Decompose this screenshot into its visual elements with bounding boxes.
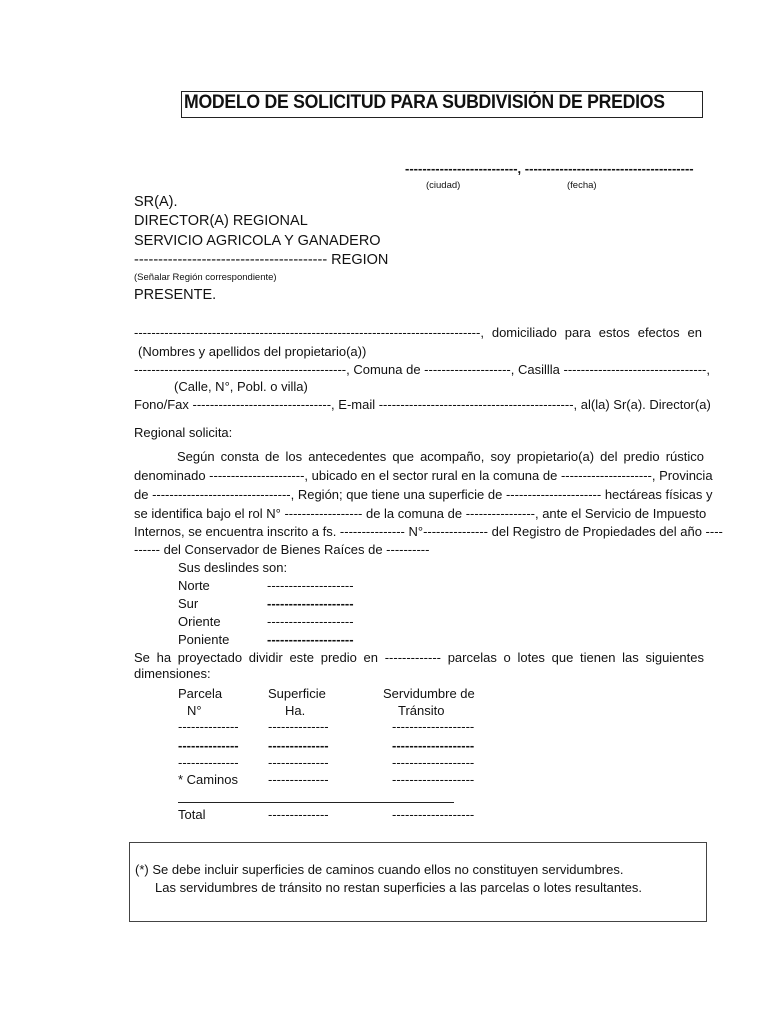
table-row-3-parcel: -------------- xyxy=(178,755,239,770)
boundary-value-south: -------------------- xyxy=(267,596,354,611)
paragraph-line-4: se identifica bajo el rol N° ------------------ de la comuna de ----------------, ante el Servicio de Impuesto xyxy=(134,506,707,521)
table-row-roads-label: * Caminos xyxy=(178,772,238,787)
table-row-1-surface: -------------- xyxy=(268,719,329,734)
addressee-line-1: SR(A). xyxy=(134,194,178,210)
addressee-present: PRESENTE. xyxy=(134,287,217,303)
applicant-contact-row: Fono/Fax --------------------------------, E-mail ---------------------------------------------, al(la) Sr(a). Director(a) xyxy=(134,397,711,412)
footnote-line-2: Las servidumbres de tránsito no restan superficies a las parcelas o lotes resultantes. xyxy=(155,880,643,895)
table-row-3-easement: ------------------- xyxy=(392,755,475,770)
col-header-easement: Servidumbre de xyxy=(383,686,475,701)
date-line: --------------------------, --------------------------------------- xyxy=(405,161,694,176)
table-row-roads-easement: ------------------- xyxy=(392,772,475,787)
table-row-3-surface: -------------- xyxy=(268,755,329,770)
footnote-line-1: (*) Se debe incluir superficies de caminos cuando ellos no constituyen servidumbres. xyxy=(135,862,624,877)
address-note: (Calle, N°, Pobl. o villa) xyxy=(174,379,308,394)
project-line-2: dimensiones: xyxy=(134,666,211,681)
boundary-label-east: Oriente xyxy=(178,614,221,629)
table-row-1-easement: ------------------- xyxy=(392,719,475,734)
boundary-value-east: -------------------- xyxy=(267,614,354,629)
table-row-2-surface: -------------- xyxy=(268,738,329,753)
boundary-label-south: Sur xyxy=(178,596,199,611)
col-header-parcel: Parcela xyxy=(178,686,223,701)
col-header-parcel-number: N° xyxy=(187,703,202,718)
addressee-region-line: ---------------------------------------- REGION xyxy=(134,252,389,268)
table-total-easement: ------------------- xyxy=(392,807,475,822)
applicant-name-row: --------------------------------------------------------------------------------, domiciliado para estos efectos en xyxy=(134,325,702,340)
addressee-line-2: DIRECTOR(A) REGIONAL xyxy=(134,213,308,229)
table-total-label: Total xyxy=(178,807,206,822)
boundary-value-west: -------------------- xyxy=(267,632,354,647)
project-line-1: Se ha proyectado dividir este predio en ------------- parcelas o lotes que tienen las siguientes xyxy=(134,650,704,665)
paragraph-line-6: ------ del Conservador de Bienes Raíces de ---------- xyxy=(134,542,430,557)
boundary-label-west: Poniente xyxy=(178,632,230,647)
region-note: (Señalar Región correspondiente) xyxy=(134,272,277,283)
boundary-value-north: -------------------- xyxy=(267,578,354,593)
names-note: (Nombres y apellidos del propietario(a)) xyxy=(138,344,367,359)
total-rule xyxy=(178,802,454,803)
request-intro: Regional solicita: xyxy=(134,425,233,440)
paragraph-line-3: de --------------------------------, Región; que tiene una superficie de ---------------------- hectáreas físicas y xyxy=(134,487,713,502)
addressee-line-3: SERVICIO AGRICOLA Y GANADERO xyxy=(134,233,381,249)
paragraph-line-2: denominado ----------------------, ubicado en el sector rural en la comuna de ---------------------, Provincia xyxy=(134,468,713,483)
table-total-surface: -------------- xyxy=(268,807,329,822)
col-header-easement-transit: Tránsito xyxy=(398,703,445,718)
boundary-label-north: Norte xyxy=(178,578,210,593)
date-label: (fecha) xyxy=(567,180,597,191)
col-header-surface-unit: Ha. xyxy=(285,703,306,718)
document-title: MODELO DE SOLICITUD PARA SUBDIVISIÓN DE PREDIOS xyxy=(184,92,665,113)
paragraph-line-5: Internos, se encuentra inscrito a fs. --------------- N°--------------- del Registro de Propiedades del año ---- xyxy=(134,524,723,539)
city-label: (ciudad) xyxy=(426,180,461,191)
table-row-2-easement: ------------------- xyxy=(392,738,475,753)
boundaries-heading: Sus deslindes son: xyxy=(178,560,288,575)
table-row-2-parcel: -------------- xyxy=(178,738,239,753)
table-row-1-parcel: -------------- xyxy=(178,719,239,734)
applicant-address-row: -------------------------------------------------, Comuna de --------------------, Casillla ---------------------------------, xyxy=(134,362,710,377)
col-header-surface: Superficie xyxy=(268,686,326,701)
paragraph-line-1: Según consta de los antecedentes que acompaño, soy propietario(a) del predio rústico xyxy=(177,449,704,464)
table-row-roads-surface: -------------- xyxy=(268,772,329,787)
